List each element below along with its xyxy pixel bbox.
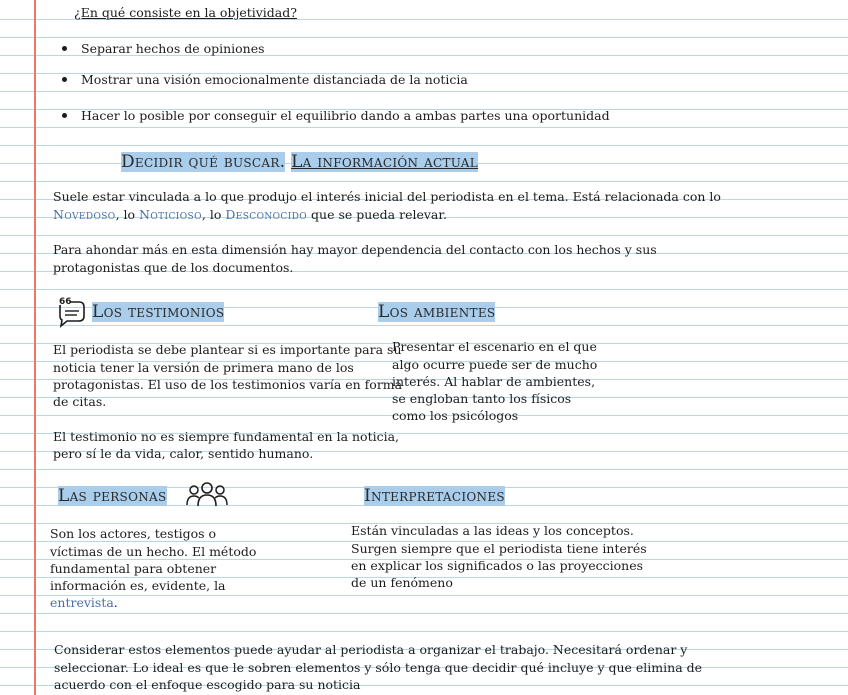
- conclusion-line: Considerar estos elementos puede ayudar al periodista a organizar el trabajo. Necesitará ordenar y: [54, 642, 688, 657]
- ambientes-paragraph-line: se engloban tanto los físicos: [392, 391, 572, 406]
- personas-paragraph-line-last: entrevista.: [50, 595, 118, 610]
- section-heading-decidir: Decidir qué buscar. La información actual: [121, 152, 479, 172]
- personas-paragraph-line: fundamental para obtener: [50, 561, 217, 576]
- notebook-margin-line: [34, 0, 36, 695]
- testimonios-paragraph-1-line: El periodista se debe plantear si es importante para su: [53, 342, 402, 357]
- keyword-desconocido: Desconocido: [225, 207, 308, 222]
- testimonios-paragraph-1-line: protagonistas. El uso de los testimonios varía en forma: [53, 377, 403, 392]
- decidir-paragraph-2-line-1: Para ahondar más en esta dimensión hay mayor dependencia del contacto con los hechos y sus: [53, 242, 657, 257]
- testimonios-paragraph-1-line: noticia tener la versión de primera mano de los: [53, 360, 354, 375]
- svg-text:66: 66: [59, 297, 72, 307]
- bullet-dot-icon: [62, 113, 67, 118]
- objectivity-question: ¿En qué consiste en la objetividad?: [74, 5, 297, 20]
- interpretaciones-paragraph-line: de un fenómeno: [351, 575, 453, 590]
- testimonios-paragraph-2-line: El testimonio no es siempre fundamental en la noticia,: [53, 429, 400, 444]
- interpretaciones-paragraph-line: Están vinculadas a las ideas y los conceptos.: [351, 523, 634, 538]
- interpretaciones-paragraph-line: Surgen siempre que el periodista tiene interés: [351, 541, 647, 556]
- personas-paragraph-line: información es, evidente, la: [50, 578, 226, 593]
- ambientes-paragraph-line: como los psicólogos: [392, 408, 519, 423]
- keyword-novedoso: Novedoso: [53, 207, 116, 222]
- list-item: Mostrar una visión emocionalmente distanciada de la noticia: [62, 71, 468, 89]
- people-group-icon: [184, 480, 230, 508]
- bullet-dot-icon: [62, 46, 67, 51]
- conclusion-line: seleccionar. Lo ideal es que le sobren elementos y sólo tenga que decidir qué incluye y que elimina de: [54, 660, 703, 675]
- testimonios-paragraph-2-line: pero sí le da vida, calor, sentido humano.: [53, 446, 314, 461]
- ambientes-paragraph-line: Presentar el escenario en el que: [392, 339, 597, 354]
- section-heading-interpretaciones: Interpretaciones: [364, 486, 505, 506]
- list-item: Separar hechos de opiniones: [62, 40, 265, 58]
- list-item: Hacer lo posible por conseguir el equilibrio dando a ambas partes una oportunidad: [62, 107, 610, 125]
- decidir-paragraph-1-line-2: Novedoso, lo Noticioso, lo Desconocido que se pueda relevar.: [53, 207, 447, 222]
- section-heading-testimonios: Los testimonios: [92, 302, 225, 322]
- bullet-dot-icon: [62, 77, 67, 82]
- ambientes-paragraph-line: algo ocurre puede ser de mucho: [392, 357, 598, 372]
- decidir-paragraph-2-line-2: protagonistas que de los documentos.: [53, 260, 294, 275]
- decidir-paragraph-1-line-1: Suele estar vinculada a lo que produjo el interés inicial del periodista en el tema. Está relacionada con lo: [53, 189, 721, 204]
- personas-paragraph-line: víctimas de un hecho. El método: [50, 544, 257, 559]
- conclusion-line: acuerdo con el enfoque escogido para su noticia: [54, 677, 361, 692]
- testimonios-paragraph-1-line: de citas.: [53, 394, 107, 409]
- section-heading-personas: Las personas: [58, 486, 167, 506]
- personas-paragraph-line: Son los actores, testigos o: [50, 526, 217, 541]
- section-heading-ambientes: Los ambientes: [378, 302, 496, 322]
- entrevista-link[interactable]: entrevista: [50, 595, 114, 610]
- speech-bubble-quote-icon: [55, 296, 87, 328]
- keyword-noticioso: Noticioso: [139, 207, 202, 222]
- interpretaciones-paragraph-line: en explicar los significados o las proyecciones: [351, 558, 644, 573]
- ambientes-paragraph-line: interés. Al hablar de ambientes,: [392, 374, 596, 389]
